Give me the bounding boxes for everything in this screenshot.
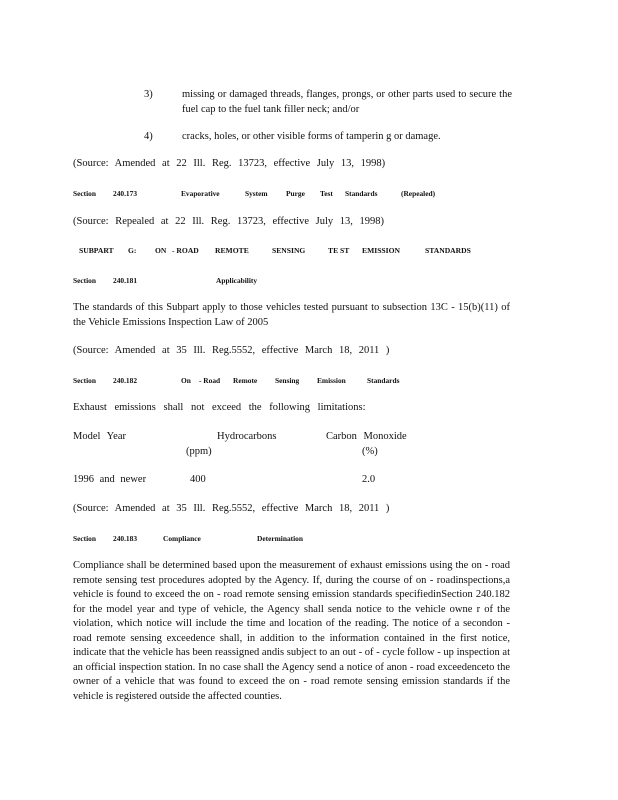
subpart-word: G: bbox=[128, 246, 137, 255]
subpart-word: ON bbox=[155, 246, 167, 255]
column-unit-percent: (%) bbox=[362, 446, 378, 457]
subpart-word: - ROAD bbox=[172, 246, 199, 255]
section-title-word: Emission bbox=[317, 376, 346, 385]
section-title-word: Standards bbox=[345, 189, 378, 198]
section-title-word: Standards bbox=[367, 376, 400, 385]
list-item-number: 4) bbox=[144, 131, 153, 142]
list-item-number: 3) bbox=[144, 89, 153, 100]
cell-carbon-monoxide: 2.0 bbox=[362, 474, 376, 485]
column-header-hydrocarbons: Hydrocarbons bbox=[217, 431, 277, 442]
section-title-word: Remote bbox=[233, 376, 258, 385]
source-note: (Source: Amended at 22 Ill. Reg. 13723, effective July 13, 1998) bbox=[73, 158, 386, 169]
section-number: 240.173 bbox=[113, 189, 138, 198]
section-label: Section bbox=[73, 276, 96, 285]
section-number: 240.182 bbox=[113, 376, 138, 385]
cell-hydrocarbons: 400 bbox=[190, 474, 206, 485]
source-note: (Source: Repealed at 22 Ill. Reg. 13723, effective July 13, 1998) bbox=[73, 216, 384, 227]
section-title-word: (Repealed) bbox=[401, 189, 436, 198]
subpart-word: EMISSION bbox=[362, 246, 400, 255]
section-label: Section bbox=[73, 189, 96, 198]
column-header-carbon-monoxide: Carbon Monoxide bbox=[326, 431, 407, 442]
section-title-word: - Road bbox=[199, 376, 221, 385]
subpart-word: REMOTE bbox=[215, 246, 249, 255]
section-title-word: Compliance bbox=[163, 534, 201, 543]
subpart-word: SENSING bbox=[272, 246, 306, 255]
section-title-word: Purge bbox=[286, 189, 305, 198]
source-note: (Source: Amended at 35 Ill. Reg.5552, effective March 18, 2011 ) bbox=[73, 503, 390, 514]
subpart-word: TE ST bbox=[328, 246, 350, 255]
list-item-text: cracks, holes, or other visible forms of tamperin g or damage. bbox=[182, 131, 441, 142]
section-title: Applicability bbox=[216, 276, 258, 285]
section-title-word: Determination bbox=[257, 534, 303, 543]
cell-model-year: 1996 and newer bbox=[73, 474, 147, 485]
limits-intro: Exhaust emissions shall not exceed the following limitations: bbox=[73, 402, 366, 413]
column-unit-ppm: (ppm) bbox=[186, 446, 212, 457]
section-title-word: Evaporative bbox=[181, 189, 220, 198]
source-note: (Source: Amended at 35 Ill. Reg.5552, effective March 18, 2011 ) bbox=[73, 345, 390, 356]
section-title-word: System bbox=[245, 189, 268, 198]
section-title-word: Sensing bbox=[275, 376, 300, 385]
column-header-model-year: Model Year bbox=[73, 431, 126, 442]
section-label: Section bbox=[73, 376, 96, 385]
applicability-paragraph: The standards of this Subpart apply to those vehicles tested pursuant to subsection 13C - 15(b)(11) of the Vehicle Emissions Inspection Law of 2005 bbox=[73, 302, 510, 328]
list-item-text: missing or damaged threads, flanges, prongs, or other parts used to secure the fuel cap to the fuel tank filler neck; and/or bbox=[182, 89, 512, 115]
section-number: 240.183 bbox=[113, 534, 138, 543]
section-title-word: On bbox=[181, 376, 191, 385]
section-label: Section bbox=[73, 534, 96, 543]
subpart-word: SUBPART bbox=[79, 246, 114, 255]
section-title-word: Test bbox=[320, 189, 333, 198]
compliance-paragraph: Compliance shall be determined based upon the measurement of exhaust emissions using the on - road remote sensing test procedures adopted by the Agency. If, during the course of on - roadinspections,a vehicle is found to exceed the on - road remote sensing emission standards specifiedinSection 240.182 for the model year and type of vehicle, the Agency shall senda notice to the vehicle owne r of the violation, which notice will include the time and location of the reading. The notice of a secondon - road remote sensing exceedence shall, in addition to the information contained in the first notice, indicate that the vehicle has been reassigned andis subject to an out - of - cycle follow - up inspection at an official inspection station. In no case shall the Agency send a notice of anon - road exceedenceto the owner of a vehicle that was found to exceed the on - road remote sensing emission standards if the vehicle is registered outside the affected counties. bbox=[73, 560, 510, 702]
section-number: 240.181 bbox=[113, 276, 138, 285]
subpart-word: STANDARDS bbox=[425, 246, 471, 255]
